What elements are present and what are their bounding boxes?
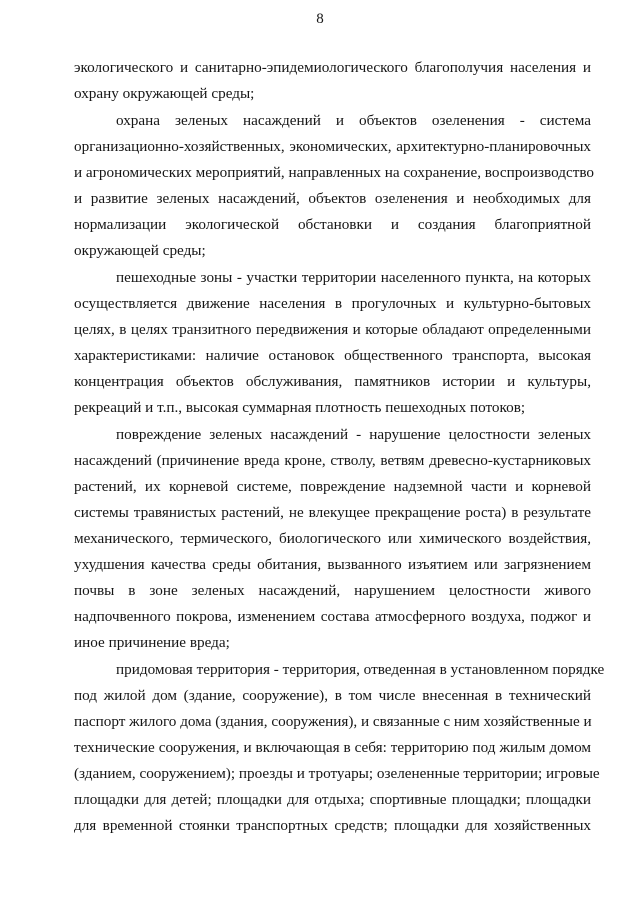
text-line: экологического и санитарно-эпидемиологического благополучия населения и	[74, 59, 591, 76]
text-line: механического, термического, биологического или химического воздействия,	[74, 530, 591, 547]
text-line: растений, их корневой системе, повреждение надземной части и корневой	[74, 478, 591, 495]
text-line: и агрономических мероприятий, направленных на сохранение, воспроизводство	[74, 164, 595, 181]
text-line: охрана зеленых насаждений и объектов озеленения - система	[116, 112, 591, 129]
text-line: пешеходные зоны - участки территории населенного пункта, на которых	[116, 269, 591, 286]
text-line: насаждений (причинение вреда кроне, стволу, ветвям древесно-кустарниковых	[74, 452, 591, 469]
page-number: 8	[316, 11, 324, 27]
text-line: нормализации экологической обстановки и создания благоприятной	[74, 216, 591, 233]
text-line: рекреаций и т.п., высокая суммарная плотность пешеходных потоков;	[74, 399, 526, 416]
text-line: окружающей среды;	[74, 242, 206, 259]
text-line: надпочвенного покрова, изменением состава атмосферного воздуха, поджог и	[74, 608, 591, 625]
text-line: придомовая территория - территория, отведенная в установленном порядке	[116, 661, 605, 678]
text-line: для временной стоянки транспортных средств; площадки для хозяйственных	[74, 817, 591, 834]
text-line: характеристиками: наличие остановок общественного транспорта, высокая	[74, 347, 591, 364]
text-line: паспорт жилого дома (здания, сооружения), и связанные с ним хозяйственные и	[74, 713, 592, 730]
text-line: почвы в зоне зеленых насаждений, нарушением целостности живого	[74, 582, 591, 599]
text-line: ухудшения качества среды обитания, вызванного изъятием или загрязнением	[74, 556, 591, 573]
text-line: (зданием, сооружением); проезды и тротуары; озелененные территории; игровые	[74, 765, 600, 782]
text-line: концентрация объектов обслуживания, памятников истории и культуры,	[74, 373, 591, 390]
text-line: площадки для детей; площадки для отдыха; спортивные площадки; площадки	[74, 791, 591, 808]
text-line: осуществляется движение населения в прогулочных и культурно-бытовых	[74, 295, 591, 312]
text-line: иное причинение вреда;	[74, 634, 230, 651]
text-line: целях, в целях транзитного передвижения и которые обладают определенными	[74, 321, 591, 338]
text-line: организационно-хозяйственных, экономических, архитектурно-планировочных	[74, 138, 591, 155]
text-line: и развитие зеленых насаждений, объектов озеленения и необходимых для	[74, 190, 591, 207]
text-line: под жилой дом (здание, сооружение), в том числе внесенная в технический	[74, 687, 591, 704]
text-line: технические сооружения, и включающая в себя: территорию под жилым домом	[74, 739, 591, 756]
text-line: системы травянистых растений, не влекущее прекращение роста) в результате	[74, 504, 591, 521]
text-line: охрану окружающей среды;	[74, 85, 255, 102]
text-line: повреждение зеленых насаждений - нарушение целостности зеленых	[116, 426, 591, 443]
